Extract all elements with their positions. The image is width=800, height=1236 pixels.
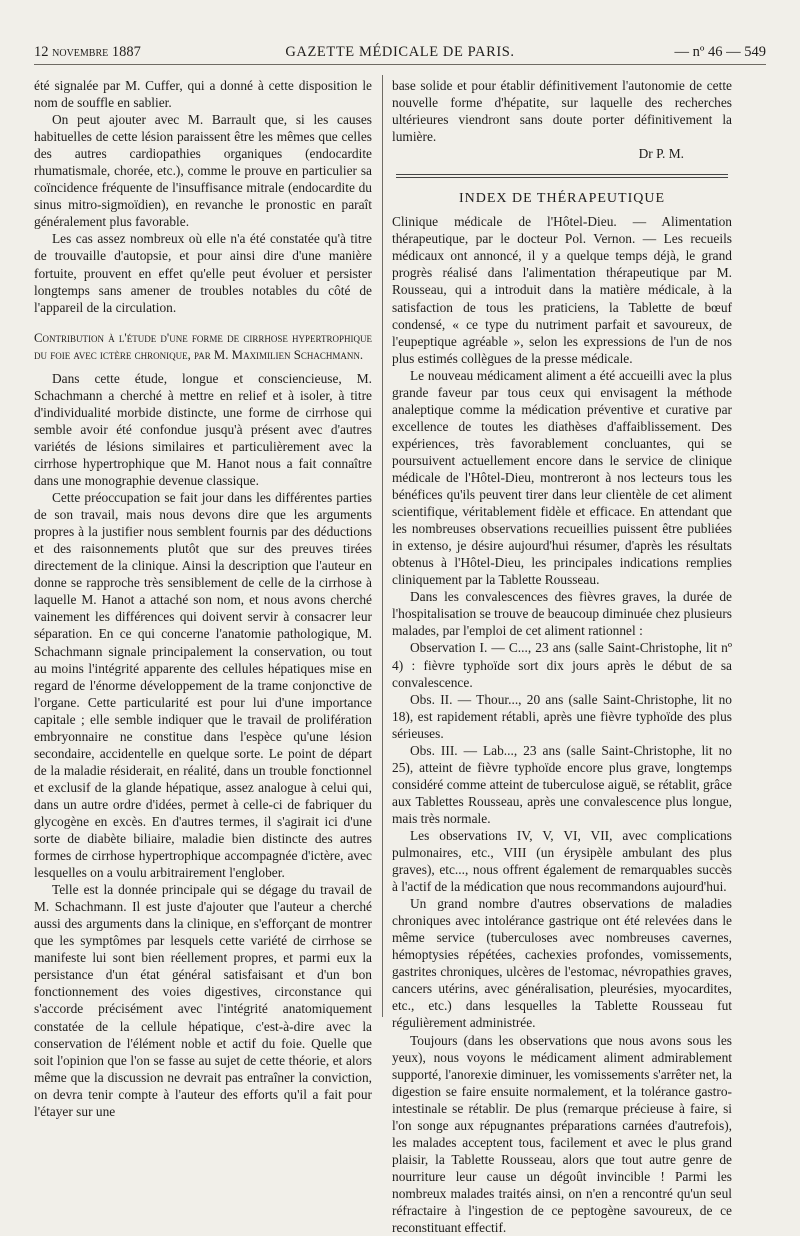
- paragraph: Les observations IV, V, VI, VII, avec complications pulmonaires, etc., VIII (un érysipèle ambulant des plus graves), etc..., nous offrent également de remarquables succès à l'actif de la médication que nous recommandons aujourd'hui.: [392, 827, 732, 895]
- column-divider: [382, 75, 383, 1017]
- right-column: [392, 77, 732, 1236]
- paragraph: été signalée par M. Cuffer, qui a donné à cette disposition le nom de souffle en sablier.: [34, 78, 372, 111]
- paragraph: Observation I. — C..., 23 ans (salle Saint-Christophe, lit nº 4) : fièvre typhoïde sort dix jours après le début de sa convalescence.: [392, 640, 732, 690]
- article-heading: Contribution à l'étude d'une forme de cirrhose hypertrophique du foie avec ictère chronique, par M. Maximilien Schachmann.: [34, 330, 372, 362]
- paragraph: Toujours (dans les observations que nous avons sous les yeux), nous voyons le médicament aliment admirablement supporté, l'anorexie diminuer, les vomissements s'arrêter net, la digestion se faire ensuite normalement, et la tolérance gastro-intestinale se rétablir. De plus (remarque précieuse à faire, si l'on songe aux répugnantes préparations carnées d'autrefois), les malades acceptent tous, facilement et avec le plus grand plaisir, la Tablette Rousseau, alors que tout autre genre de nourriture leur cause un dégoût invincible ! Parmi les nombreux malades traités ainsi, on n'en a rencontré qu'un seul réfractaire à l'ingestion de ce peptogène savoureux, de ce reconstituant effectif.: [392, 1032, 732, 1236]
- paragraph: Les cas assez nombreux où elle n'a été constatée qu'à titre de trouvaille d'autopsie, et pour ainsi dire d'une manière fortuite, prouvent en effet qu'elle peut évoluer et persister longtemps sans amener de troubles notables du côté de l'appareil de la circulation.: [34, 231, 372, 315]
- running-header: [34, 44, 766, 65]
- paragraph: Obs. II. — Thour..., 20 ans (salle Saint-Christophe, lit no 18), est rapidement rétabli, après une fièvre typhoïde des plus sérieuses.: [392, 691, 732, 741]
- paragraph: Cette préoccupation se fait jour dans les différentes parties de son travail, mais nous devons dire que les arguments propres à la justifier nous semblent fournis par des déductions et des raisonnements plutôt que sur des preuves tirées directement de la clinique. Ainsi la description que l'auteur en donne se rapproche très sensiblement de celle de la cirrhose à laquelle M. Hanot a attaché son nom, et nous avons cherché vainement les différences qui doivent servir à consacrer leur séparation. En ce qui concerne l'anatomie pathologique, M. Schachmann signale principalement la conservation, ou tout au moins l'intégrité apparente des cellules hépatiques mise en regard de l'énorme développement de la trame conjonctive de l'organe. Cette particularité est pour lui d'une importance capitale ; elle semble indiquer que le travail de prolifération embryonnaire ne constitue dans l'espèce qu'une lésion secondaire, accidentelle en quelque sorte. Le point de départ de la maladie résiderait, en réalité, dans un trouble fonctionnel et exclusif de la glande hépatique, assez analogue à celui qui, dans un autre ordre d'idées, permet à celle-ci de fabriquer du glycogène en excès. En d'autres termes, il s'agirait ici d'une sorte de diabète biliaire, maladie bien distincte des autres formes de cirrhose hypertrophique accompagnée d'ictère, avec lesquelles on a voulu arbitrairement l'englober.: [34, 490, 372, 881]
- paragraph: base solide et pour établir définitivement l'autonomie de cette nouvelle forme d'hépatite, sur laquelle des recherches ultérieures viendront sans doute porter définitivement la lumière.: [392, 78, 732, 145]
- paragraph: Clinique médicale de l'Hôtel-Dieu. — Alimentation thérapeutique, par le docteur Pol. Vernon. — Les recueils médicaux ont annoncé, il y a quelque temps déjà, le grand progrès réalisé dans l'alimentation thérapeutique par M. Rousseau, qui a introduit dans la matière médicale, à la satisfaction de tous les praticiens, la Tablette de bœuf condensé, « ce type du nutriment parfait et savoureux, de l'eupeptique agréable », selon les expressions de l'un de nos plus estimés collègues de la presse médicale.: [392, 214, 732, 366]
- header-date: 12 novembre 1887: [34, 44, 141, 60]
- issue-page-number: — nº 46 — 549: [674, 44, 766, 60]
- paragraph: Telle est la donnée principale qui se dégage du travail de M. Schachmann. Il est juste d'ajouter que l'auteur a cherché aussi des arguments dans la clinique, en s'efforçant de montrer que les symptômes par lesquels cette variété de cirrhose se manifeste lui sont bien réellement propres, et parmi eux la persistance d'un état général satisfaisant et d'un bon fonctionnement des voies digestives, circonstance qui s'accorde précisément avec l'intégrité anatomiquement constatée de la cellule hépatique, c'est-à-dire avec la conservation de l'élément noble et actif du foie. Quelle que soit l'opinion que l'on se fasse au sujet de cette théorie, et alors même que la discussion ne devrait pas entraîner la conviction, on devra tenir compte à l'auteur des efforts qu'il a fait pour l'étayer sur une: [34, 882, 372, 1119]
- left-column: [34, 77, 372, 1120]
- paragraph: Un grand nombre d'autres observations de maladies chroniques avec intolérance gastrique ont été relevées dans le même service (tuberculoses avec nombreuses cavernes, hémoptysies répétées, cachexies profondes, vomissements, gastrites chroniques, ulcères de l'estomac, névropathies graves, cancers utérins, avec généralisation, pleurésies, myocardites, etc., etc.) dans lesquelles la Tablette Rousseau fut régulièrement administrée.: [392, 896, 732, 1031]
- paragraph: Dans cette étude, longue et consciencieuse, M. Schachmann a cherché à mettre en relief et à isoler, à titre d'individualité morbide distincte, une forme de cirrhose qui semble avoir été confondue jusqu'à présent avec d'autres variétés de lésions similaires et particulièrement avec la cirrhose hypertrophique que M. Hanot nous a fait connaître dans une monographie devenue classique.: [34, 370, 372, 489]
- paragraph: On peut ajouter avec M. Barrault que, si les causes habituelles de cette lésion paraissent être les mêmes que celles des autres cardiopathies organiques (endocardite rhumatismale, chorée, etc.), comme le prouve en particulier sa coïncidence fréquente de l'insuffisance mitrale (endocardite du sinus mitro-sigmoïdien), en revanche le pronostic en paraît généralement plus favorable.: [34, 112, 372, 230]
- journal-title: GAZETTE MÉDICALE DE PARIS.: [285, 44, 515, 60]
- section-heading: INDEX DE THÉRAPEUTIQUE: [458, 191, 666, 207]
- section-separator: [396, 174, 728, 178]
- paragraph: Obs. III. — Lab..., 23 ans (salle Saint-Christophe, lit no 25), atteint de fièvre typhoïde encore plus grave, longtemps considéré comme atteint de tuberculose aiguë, se rétablit, grâce aux Tablettes Rousseau, après une convalescence plus longue, mais très normale.: [392, 742, 732, 826]
- paragraph: Le nouveau médicament aliment a été accueilli avec la plus grande faveur par tous ceux qui envisagent la méthode analeptique comme la médication préventive et curative par excellence de toutes les diathèses d'affaiblissement. Des expériences, très favorablement concluantes, qui se poursuivent actuellement encore dans le service de clinique médicale de l'Hôtel-Dieu, montreront à nos lecteurs tous les bénéfices qu'ils peuvent tirer dans leur clientèle de cet aliment scientifique, véritablement fidèle et efficace. En attendant que les nombreuses observations recueillies puissent être publiées in extenso, je désire aujourd'hui résumer, d'après les résultats obtenus à l'Hôtel-Dieu, les principales indications remplies cliniquement par la Tablette Rousseau.: [392, 367, 732, 588]
- paragraph: Dans les convalescences des fièvres graves, la durée de l'hospitalisation se trouve de beaucoup diminuée chez plusieurs malades, par l'emploi de cet aliment rationnel :: [392, 589, 732, 639]
- author-signature: Dr P. M.: [638, 146, 684, 162]
